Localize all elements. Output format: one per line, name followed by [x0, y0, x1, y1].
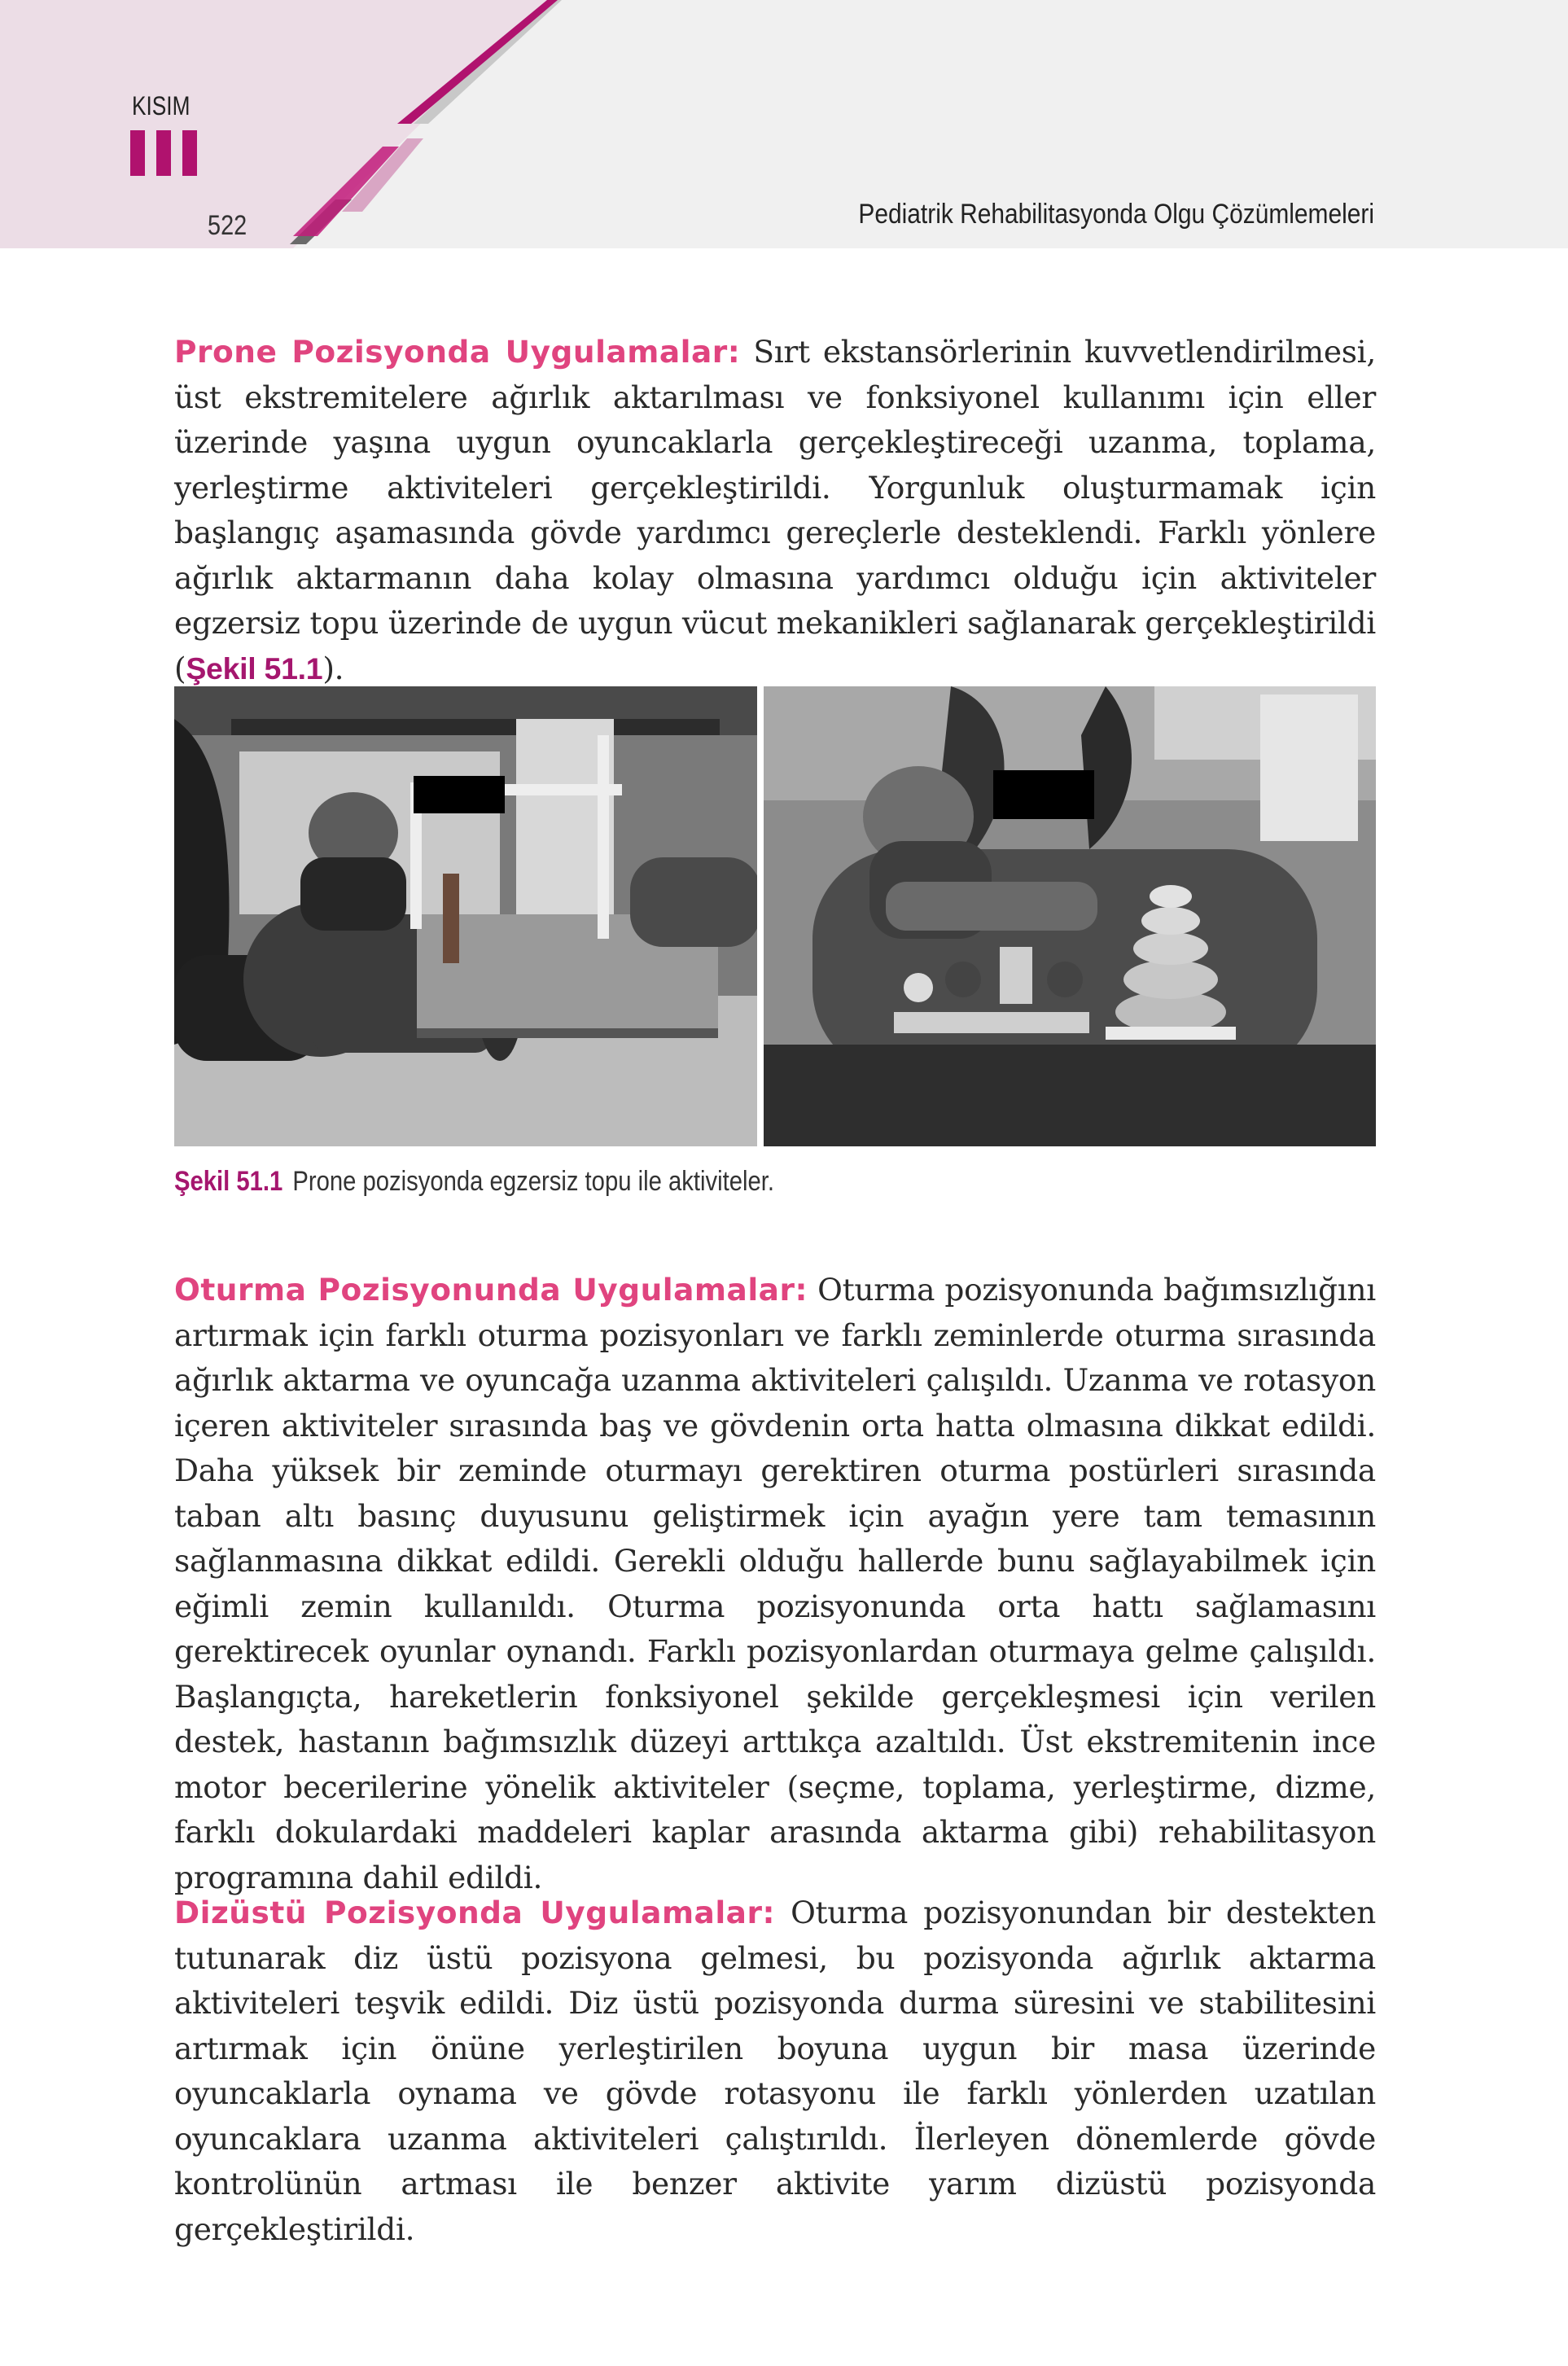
numeral-bar [130, 130, 145, 176]
section-body: Oturma pozisyonundan bir destekten tutunarak diz üstü pozisyona gelmesi, bu pozisyonda ağırlık aktarma aktiviteleri teşvik edildi. Diz üstü pozisyonda durma süresini ve stabilitesini artırmak için önüne yerleştirilen boyuna uygun bir masa üzerinde oyuncaklarla oynama ve gövde rotasyonu ile farklı yönlerden uzatılan oyuncaklara uzanma aktiviteleri çalıştırıldı. İlerleyen dönemlerde gövde kontrolünün artması ile benzer aktivite yarım dizüstü pozisyonda gerçekleştirildi. [174, 1895, 1376, 2247]
section-body: Oturma pozisyonunda bağımsızlığını artırmak için farklı oturma pozisyonları ve farklı zeminlerde oturma sırasında ağırlık aktarma ve oyuncağa uzanma aktiviteleri çalışıldı. Uzanma ve rotasyon içeren aktiviteler sırasında baş ve gövdenin orta hatta olmasına dikkat edildi. Daha yüksek bir zeminde oturmayı gerektiren oturma postürleri sırasında taban altı basınç duyusunu geliştirmek için ayağın yere tam temasının sağlanmasına dikkat edildi. Gerekli olduğu hallerde bunu sağlayabilmek için eğimli zemin kullanıldı. Oturma pozisyonunda orta hattı sağlamasını gerektirecek oyunlar oynandı. Farklı pozisyonlardan oturmaya gelme çalışıldı. Başlangıçta, hareketlerin fonksiyonel şekilde gerçekleşmesi için verilen destek, hastanın bağımsızlık düzeyi arttıkça azaltıldı. Üst ekstremitenin ince motor becerilerine yönelik aktiviteler (seçme, toplama, yerleştirme, dizme, farklı dokulardaki maddeleri kaplar arasında aktarma gibi) rehabilitasyon programına dahil edildi. [174, 1272, 1376, 1895]
running-title: Pediatrik Rehabilitasyonda Olgu Çözümlemeleri [858, 199, 1374, 230]
face-redaction-right [993, 770, 1094, 819]
section-heading: Dizüstü Pozisyonda Uygulamalar: [174, 1895, 775, 1930]
face-redaction-left [414, 776, 505, 813]
section-heading: Oturma Pozisyonunda Uygulamalar: [174, 1272, 808, 1308]
figure-number: Şekil 51.1 [174, 1166, 283, 1197]
numeral-bar [182, 130, 197, 176]
page-number: 522 [208, 210, 247, 241]
photo-left [174, 686, 757, 1146]
figure-caption [174, 1166, 774, 1198]
numeral-bar [156, 130, 171, 176]
figure-caption-text: Prone pozisyonda egzersiz topu ile aktiviteler. [292, 1166, 774, 1197]
section-body: Sırt ekstansörlerinin kuvvetlendirilmesi, üst ekstremitelere ağırlık aktarılması ve fonksiyonel kullanımı için eller üzerinde yaşına uygun oyuncaklarla gerçekleştireceği uzanma, toplama, yerleştirme aktiviteleri gerçekleştirildi. Yorgunluk oluşturmamak için başlangıç aşamasında gövde yardımcı gereçlerle desteklendi. Farklı yönlere ağırlık aktarmanın daha kolay olmasına yardımcı olduğu için aktiviteler egzersiz topu üzerinde de uygun vücut mekanikleri sağlanarak gerçekleştirildi ( [174, 334, 1376, 686]
part-label: KISIM [132, 91, 191, 120]
part-numeral [130, 130, 197, 176]
photo-right [764, 686, 1376, 1146]
section-kneeling [174, 1891, 1376, 2252]
section-body-end: ). [322, 650, 344, 686]
section-prone [174, 330, 1376, 691]
figure-reference-link[interactable]: Şekil 51.1 [186, 651, 323, 686]
section-sitting [174, 1268, 1376, 1900]
section-heading: Prone Pozisyonda Uygulamalar: [174, 334, 741, 370]
